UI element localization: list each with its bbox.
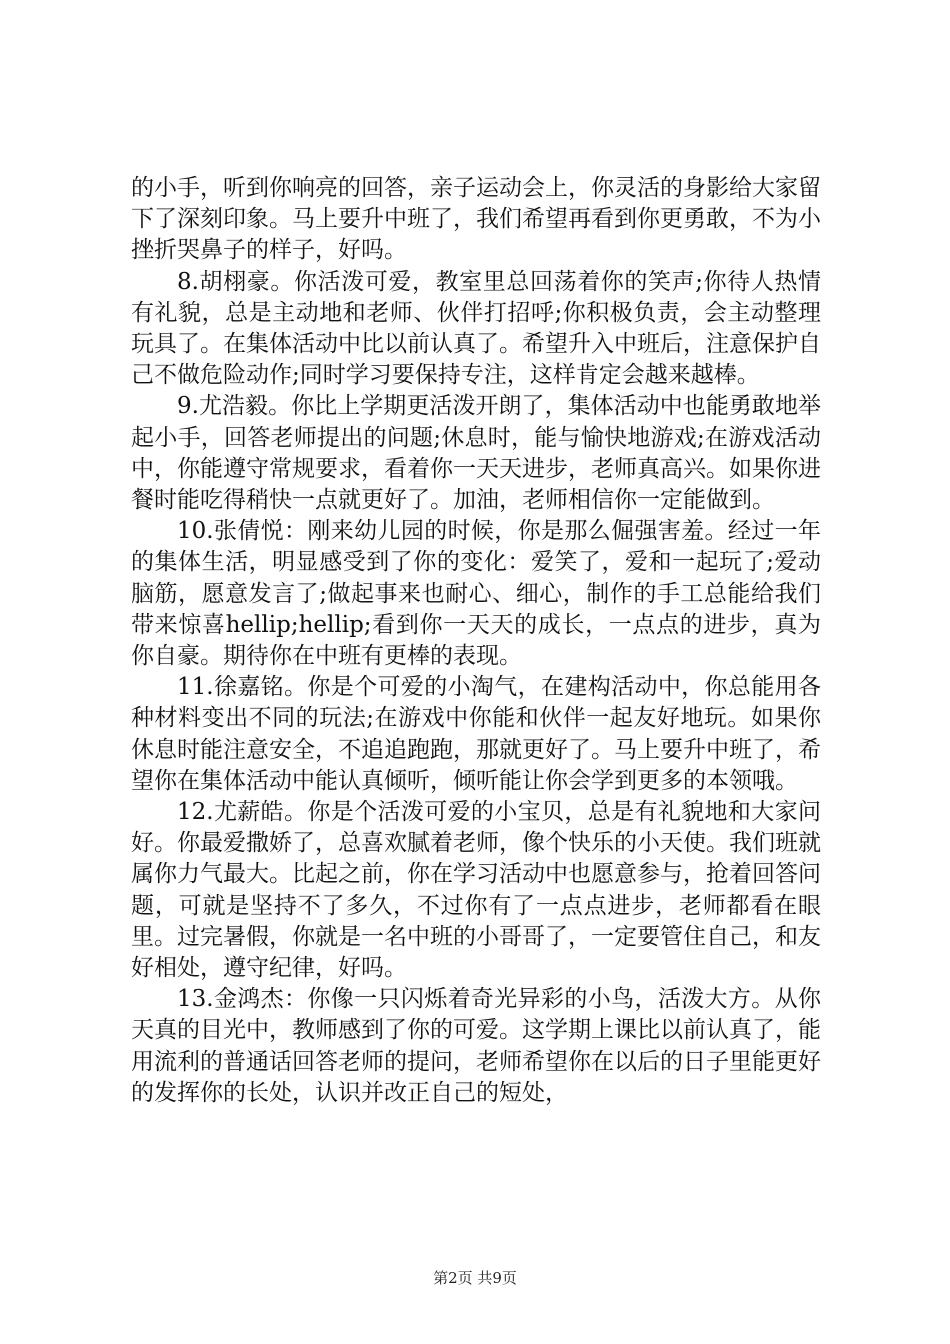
paragraph-continuation: 的小手，听到你响亮的回答，亲子运动会上，你灵活的身影给大家留下了深刻印象。马上要升中班了，我们希望再看到你更勇敢，不为小挫折哭鼻子的样子，好吗。 [131, 175, 821, 264]
page-footer: 第2页 共9页 [433, 1269, 517, 1287]
paragraph-item-9: 9.尤浩毅。你比上学期更活泼开朗了，集体活动中也能勇敢地举起小手，回答老师提出的问题;休息时，能与愉快地游戏;在游戏活动中，你能遵守常规要求，看着你一天天进步，老师真高兴。如果你进餐时能吃得稍快一点就更好了。加油，老师相信你一定能做到。 [131, 393, 821, 514]
paragraph-item-11: 11.徐嘉铭。你是个可爱的小淘气，在建构活动中，你总能用各种材料变出不同的玩法;在游戏中你能和伙伴一起友好地玩。如果你休息时能注意安全，不追追跑跑，那就更好了。马上要升中班了，希望你在集体活动中能认真倾听，倾听能让你会学到更多的本领哦。 [131, 674, 821, 794]
paragraph-item-10: 10.张倩悦：刚来幼儿园的时候，你是那么倔强害羞。经过一年的集体生活，明显感受到了你的变化：爱笑了，爱和一起玩了;爱动脑筋，愿意发言了;做起事来也耐心、细心，制作的手工总能给我们带来惊喜hellip;hellip;看到你一天天的成长，一点点的进步，真为你自豪。期待你在中班有更棒的表现。 [131, 518, 821, 670]
paragraph-item-8: 8.胡栩豪。你活泼可爱，教室里总回荡着你的笑声;你待人热情有礼貌，总是主动地和老师、伙伴打招呼;你积极负责，会主动整理玩具了。在集体活动中比以前认真了。希望升入中班后，注意保护自己不做危险动作;同时学习要保持专注，这样肯定会越来越棒。 [131, 268, 821, 389]
body-text [131, 173, 821, 1109]
paragraph-item-12: 12.尤薪皓。你是个活泼可爱的小宝贝，总是有礼貌地和大家问好。你最爱撒娇了，总喜欢腻着老师，像个快乐的小天使。我们班就属你力气最大。比起之前，你在学习活动中也愿意参与，抢着回答问题，可就是坚持不了多久，不过你有了一点点进步，老师都看在眼里。过完暑假，你就是一名中班的小哥哥了，一定要管住自己，和友好相处，遵守纪律，好吗。 [131, 799, 821, 982]
paragraph-item-13: 13.金鸿杰：你像一只闪烁着奇光异彩的小鸟，活泼大方。从你天真的目光中，教师感到了你的可爱。这学期上课比以前认真了，能用流利的普通话回答老师的提问，老师希望你在以后的日子里能更好的发挥你的长处，认识并改正自己的短处， [131, 986, 821, 1106]
